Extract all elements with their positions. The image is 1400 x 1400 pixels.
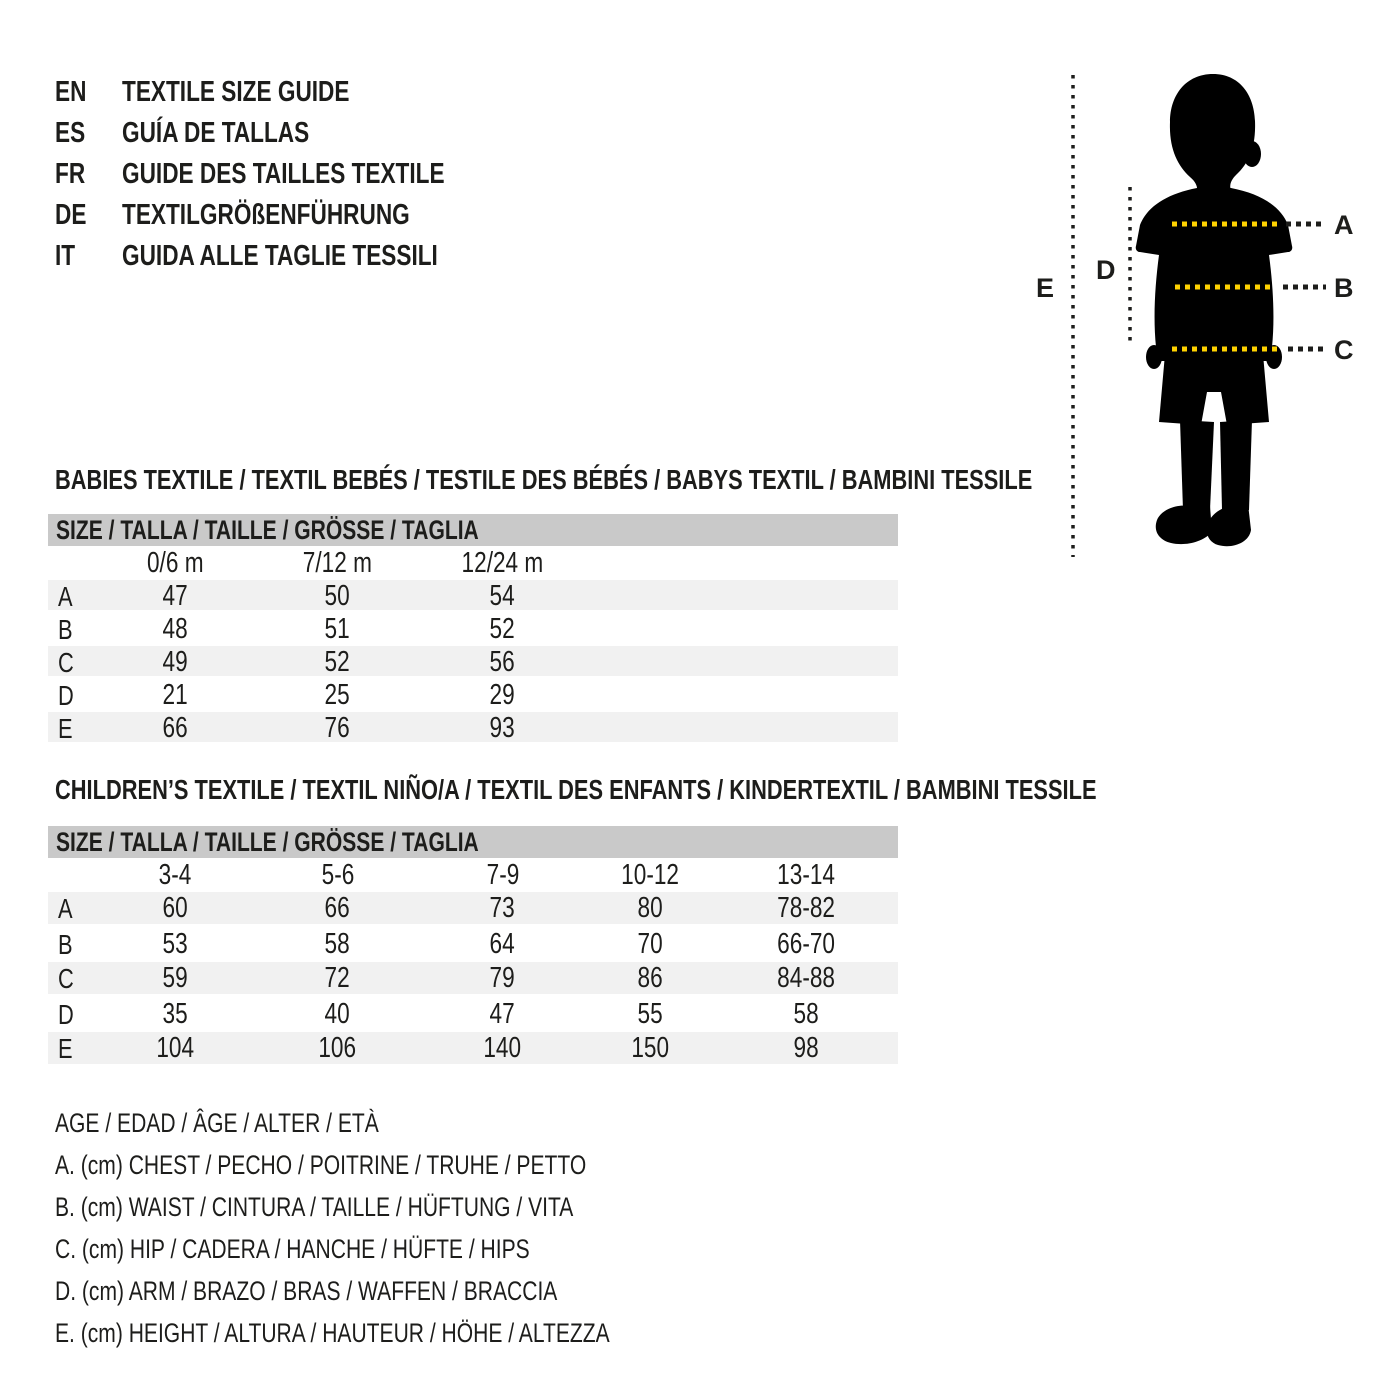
cell-value: 49	[162, 646, 188, 678]
measurement-label-b: B	[1334, 273, 1354, 303]
cell-value: 59	[162, 962, 188, 994]
language-row-de	[55, 195, 536, 236]
table-row-b	[48, 927, 898, 962]
children-section-title: CHILDREN’S TEXTILE / TEXTIL NIÑO/A / TEXTIL DES ENFANTS / KINDERTEXTIL / BAMBINI TESSILE	[55, 774, 1097, 805]
cell-value: 106	[318, 1032, 357, 1064]
babies-size-header-bar: SIZE / TALLA / TAILLE / GRÖSSE / TAGLIA	[48, 514, 898, 546]
column-header: 10-12	[621, 858, 679, 891]
cell-value: 98	[793, 1032, 820, 1064]
cell-value: 54	[489, 580, 516, 612]
language-code: ES	[55, 117, 86, 149]
language-code: DE	[55, 199, 87, 231]
cell-value: 55	[637, 998, 663, 1030]
legend-age-line: AGE / EDAD / ÂGE / ALTER / ETÀ	[55, 1107, 379, 1138]
cell-value: 66-70	[777, 928, 836, 960]
cell-value: 79	[489, 962, 516, 994]
cell-value: 52	[489, 613, 516, 645]
table-row-a	[48, 580, 898, 613]
column-header: 7/12 m	[302, 546, 373, 579]
babies-column-headers	[48, 546, 898, 580]
cell-value: 66	[324, 892, 351, 924]
children-size-table	[48, 826, 898, 1067]
language-row-it	[55, 236, 536, 277]
cell-value: 50	[324, 580, 351, 612]
cell-value: 35	[162, 998, 188, 1030]
cell-value: 21	[162, 679, 188, 711]
children-size-header-bar: SIZE / TALLA / TAILLE / GRÖSSE / TAGLIA	[48, 826, 898, 858]
table-row-c	[48, 962, 898, 997]
cell-value: 150	[631, 1032, 669, 1064]
row-label: D	[58, 998, 74, 1030]
children-column-headers	[48, 858, 898, 892]
cell-value: 72	[324, 962, 351, 994]
cell-value: 86	[637, 962, 663, 994]
cell-value: 76	[324, 712, 351, 744]
row-label: A	[58, 892, 73, 924]
language-title: GUIDA ALLE TAGLIE TESSILI	[122, 240, 438, 272]
measurement-legend	[55, 1102, 766, 1354]
legend-item-hip: C. (cm) HIP / CADERA / HANCHE / HÜFTE / HIPS	[55, 1233, 530, 1264]
measurement-label-c: C	[1334, 335, 1354, 365]
cell-value: 58	[793, 998, 820, 1030]
table-row-d	[48, 997, 898, 1032]
table-row-e	[48, 712, 898, 745]
row-label: D	[58, 679, 74, 711]
cell-value: 51	[324, 613, 351, 645]
measurement-figure	[1020, 60, 1400, 580]
legend-item-waist: B. (cm) WAIST / CINTURA / TAILLE / HÜFTUNG / VITA	[55, 1191, 574, 1222]
language-title: TEXTILE SIZE GUIDE	[122, 76, 350, 108]
language-title: GUÍA DE TALLAS	[122, 117, 310, 149]
cell-value: 47	[162, 580, 188, 612]
cell-value: 52	[324, 646, 351, 678]
language-code: EN	[55, 76, 87, 108]
cell-value: 78-82	[777, 892, 836, 924]
cell-value: 84-88	[777, 962, 836, 994]
cell-value: 64	[489, 928, 516, 960]
column-header: 13-14	[777, 858, 836, 891]
column-header: 0/6 m	[146, 546, 204, 579]
row-label: E	[58, 712, 73, 744]
cell-value: 140	[483, 1032, 522, 1064]
babies-size-table	[48, 514, 898, 745]
language-code: IT	[55, 240, 76, 272]
measurement-label-a: A	[1334, 210, 1354, 240]
language-row-en	[55, 72, 536, 113]
language-title: GUIDE DES TAILLES TEXTILE	[122, 158, 445, 190]
language-row-es	[55, 113, 536, 154]
row-label: E	[58, 1032, 73, 1064]
cell-value: 40	[324, 998, 351, 1030]
column-header: 5-6	[321, 858, 354, 891]
cell-value: 60	[162, 892, 188, 924]
language-list	[55, 72, 536, 277]
cell-value: 93	[489, 712, 516, 744]
language-code: FR	[55, 158, 86, 190]
cell-value: 58	[324, 928, 351, 960]
row-label: A	[58, 580, 73, 612]
legend-item-arm: D. (cm) ARM / BRAZO / BRAS / WAFFEN / BRACCIA	[55, 1275, 558, 1306]
column-header: 3-4	[158, 858, 192, 891]
cell-value: 29	[489, 679, 516, 711]
cell-value: 80	[637, 892, 663, 924]
cell-value: 70	[637, 928, 663, 960]
column-header: 12/24 m	[461, 546, 544, 579]
cell-value: 66	[162, 712, 188, 744]
cell-value: 53	[162, 928, 188, 960]
row-label: B	[58, 613, 73, 645]
measurement-label-d: D	[1096, 255, 1116, 285]
table-row-c	[48, 646, 898, 679]
table-row-d	[48, 679, 898, 712]
cell-value: 56	[489, 646, 516, 678]
row-label: C	[58, 962, 74, 994]
table-row-e	[48, 1032, 898, 1067]
measurement-label-e: E	[1036, 273, 1055, 303]
cell-value: 104	[156, 1032, 194, 1064]
child-measurement-diagram	[1020, 60, 1400, 580]
cell-value: 73	[489, 892, 516, 924]
language-row-fr	[55, 154, 536, 195]
legend-item-chest: A. (cm) CHEST / PECHO / POITRINE / TRUHE / PETTO	[55, 1149, 587, 1180]
column-header: 7-9	[486, 858, 519, 891]
cell-value: 47	[489, 998, 516, 1030]
cell-value: 25	[324, 679, 351, 711]
table-row-b	[48, 613, 898, 646]
language-title: TEXTILGRÖßENFÜHRUNG	[122, 199, 410, 231]
legend-item-height: E. (cm) HEIGHT / ALTURA / HAUTEUR / HÖHE / ALTEZZA	[55, 1317, 610, 1348]
row-label: B	[58, 928, 73, 960]
row-label: C	[58, 646, 74, 678]
table-row-a	[48, 892, 898, 927]
babies-section-title: BABIES TEXTILE / TEXTIL BEBÉS / TESTILE DES BÉBÉS / BABYS TEXTIL / BAMBINI TESSILE	[55, 464, 1033, 495]
cell-value: 48	[162, 613, 188, 645]
